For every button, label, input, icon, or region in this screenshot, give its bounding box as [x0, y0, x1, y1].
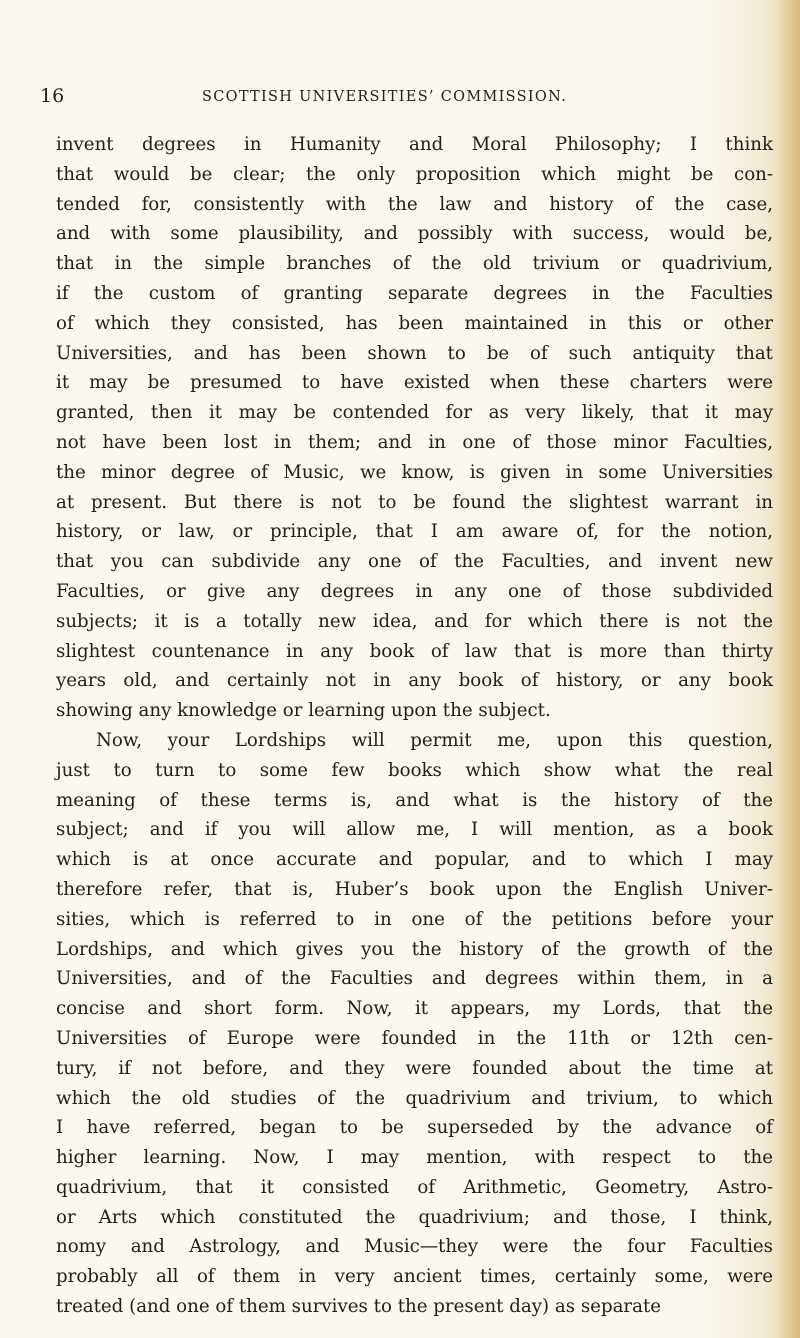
text-line: granted, then it may be contended for as very likely, that it may [56, 402, 773, 424]
text-line: at present. But there is not to be found the slightest warrant in [56, 491, 773, 513]
text-line: nomy and Astrology, and Music—they were the four Faculties [56, 1236, 773, 1258]
text-line: or Arts which constituted the quadrivium; and those, I think, [56, 1206, 773, 1228]
text-line: quadrivium, that it consisted of Arithmetic, Geometry, Astro- [56, 1176, 773, 1198]
text-line: that in the simple branches of the old trivium or quadrivium, [56, 253, 773, 275]
text-line: slightest countenance in any book of law that is more than thirty [56, 640, 773, 662]
page-header [40, 84, 750, 112]
text-line: history, or law, or principle, that I am aware of, for the notion, [56, 521, 773, 543]
page-number: 16 [40, 85, 65, 107]
text-line: I have referred, began to be superseded by the advance of [56, 1117, 773, 1139]
body-text [56, 130, 773, 1322]
text-line: tury, if not before, and they were founded about the time at [56, 1057, 773, 1079]
text-line: of which they consisted, has been maintained in this or other [56, 312, 773, 334]
text-line: showing any knowledge or learning upon the subject. [56, 700, 551, 722]
text-line: concise and short form. Now, it appears, my Lords, that the [56, 998, 773, 1020]
text-line: sities, which is referred to in one of the petitions before your [56, 908, 773, 930]
text-line: if the custom of granting separate degrees in the Faculties [56, 282, 773, 304]
text-line: just to turn to some few books which show what the real [56, 759, 773, 781]
text-line: Universities, and of the Faculties and degrees within them, in a [56, 968, 773, 990]
text-line: tended for, consistently with the law and history of the case, [56, 193, 773, 215]
text-line: Lordships, and which gives you the history of the growth of the [56, 938, 773, 960]
page-edge-shading [778, 0, 800, 1338]
text-line: therefore refer, that is, Huber’s book upon the English Univer- [56, 878, 773, 900]
text-line: years old, and certainly not in any book of history, or any book [56, 670, 773, 692]
text-line: and with some plausibility, and possibly with success, would be, [56, 223, 773, 245]
text-line: Universities, and has been shown to be of such antiquity that [56, 342, 773, 364]
running-head: SCOTTISH UNIVERSITIES’ COMMISSION. [202, 89, 568, 105]
text-line: meaning of these terms is, and what is the history of the [56, 789, 773, 811]
paragraph-start-line: Now, your Lordships will permit me, upon this question, [96, 729, 773, 751]
text-line: invent degrees in Humanity and Moral Philosophy; I think [56, 134, 773, 155]
text-line: not have been lost in them; and in one of those minor Faculties, [56, 431, 773, 453]
text-line: that would be clear; the only proposition which might be con- [56, 163, 773, 185]
text-line: higher learning. Now, I may mention, with respect to the [56, 1147, 773, 1169]
text-line: Faculties, or give any degrees in any one of those subdivided [56, 580, 773, 602]
text-line: that you can subdivide any one of the Faculties, and invent new [56, 551, 773, 573]
text-line: treated (and one of them survives to the present day) as separate [56, 1296, 662, 1318]
text-line: subjects; it is a totally new idea, and for which there is not the [56, 610, 773, 632]
text-line: it may be presumed to have existed when these charters were [56, 372, 773, 394]
text-line: which the old studies of the quadrivium and trivium, to which [56, 1087, 773, 1109]
text-line: probably all of them in very ancient times, certainly some, were [56, 1266, 773, 1288]
text-line: which is at once accurate and popular, and to which I may [56, 849, 773, 871]
text-line: the minor degree of Music, we know, is given in some Universities [56, 461, 773, 483]
text-line: subject; and if you will allow me, I will mention, as a book [56, 819, 773, 841]
text-line: Universities of Europe were founded in the 11th or 12th cen- [56, 1027, 773, 1049]
